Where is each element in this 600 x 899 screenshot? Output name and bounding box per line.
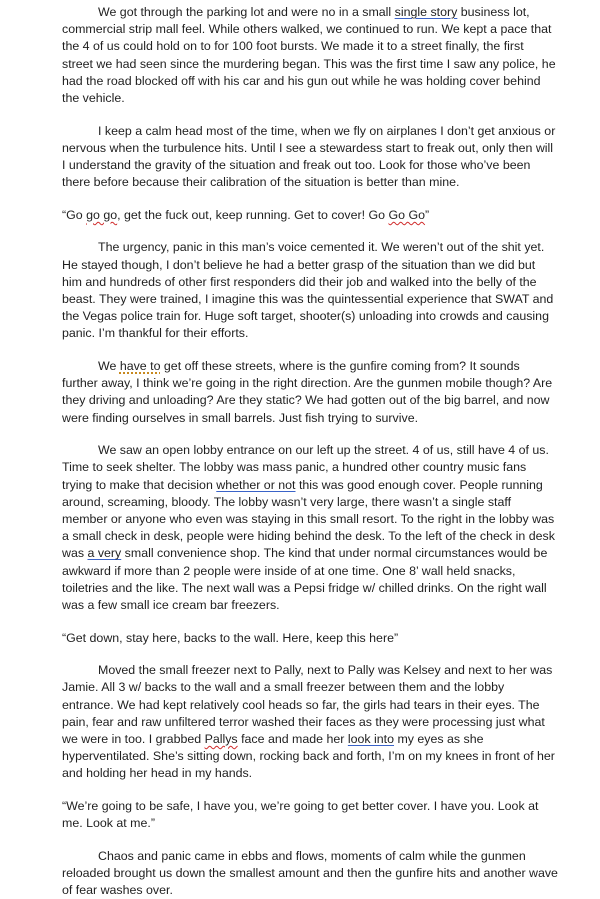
grammar-underline: whether or not xyxy=(216,477,296,492)
text-run: ” xyxy=(425,207,430,222)
text-run: small convenience shop. The kind that under normal circumstances would be awkward if more than 2 people were inside of at one time. One 8’ wall held snacks, toiletries and the like. The next wall was a Pepsi fridge w/ chilled drinks. On the right wall was a few small ice cream bar freezers. xyxy=(62,546,548,613)
text-run: this was good enough cover. People running around, screaming, bloody. The lobby wasn’t very large, there wasn’t a single staff member or anyone who even was staying in this small resort. To the right in the lobby was a small check in desk, people were hiding behind the desk. To the left of the check in desk was xyxy=(62,477,555,561)
spelling-underline: Go Go xyxy=(388,207,426,222)
text-run: get off these streets, where is the gunfire coming from? It sounds further away, I think we’re going in the right direction. Are the gunmen mobile though? Are they driving and unloading? Are they static? We had gotten out of the big barrel, and now were finding ourselves in small barrels. Just fish trying to survive. xyxy=(62,359,553,425)
spelling-underline: go go xyxy=(86,207,118,222)
text-run: face and made her xyxy=(237,732,348,747)
dialogue-paragraph xyxy=(62,798,558,832)
suggestion-underline: have to xyxy=(119,359,161,374)
text-run: “Get down, stay here, backs to the wall. Here, keep this here” xyxy=(62,630,399,645)
text-run: We xyxy=(98,359,120,374)
grammar-underline: look into xyxy=(347,732,395,747)
text-run: Moved the small freezer next to Pally, next to Pally was Kelsey and next to her was Jamie. All 3 w/ backs to the wall and a small freezer between them and the lobby entrance. We had kept relatively cool heads so far, the girls had tears in their eyes. The pain, fear and raw unfiltered terror washed their faces as they were processing just what we were in too. I grabbed xyxy=(62,663,553,747)
grammar-underline: single story xyxy=(394,5,458,19)
text-run: The urgency, panic in this man’s voice cemented it. We weren’t out of the shit yet. He stayed though, I don’t believe he had a better grasp of the situation than we did but him and hundreds of other first responders did their job and walked into the belly of the beast. They were trained, I imagine this was the quintessential experience that SWAT and the Vegas police train for. Huge soft target, shooter(s) unloading into crowds and causing panic. I’m thankful for their efforts. xyxy=(62,240,554,341)
body-paragraph xyxy=(62,4,558,107)
spelling-underline: Pallys xyxy=(204,732,238,747)
dialogue-paragraph xyxy=(62,630,558,647)
body-paragraph xyxy=(62,662,558,782)
grammar-underline: a very xyxy=(87,546,122,561)
dialogue-paragraph xyxy=(62,207,558,224)
text-run: my eyes as she hyperventilated. She’s sitting down, rocking back and forth, I’m on my knees in front of her and holding her head in my hands. xyxy=(62,732,555,781)
body-paragraph xyxy=(62,848,558,899)
body-paragraph xyxy=(62,358,558,427)
body-paragraph xyxy=(62,442,558,614)
text-run: We got through the parking lot and were no in a small xyxy=(98,5,395,19)
text-run: We saw an open lobby entrance on our left up the street. 4 of us, still have 4 of us. Time to seek shelter. The lobby was mass panic, a hundred other country music fans trying to make that decision xyxy=(62,443,549,492)
text-run: “Go xyxy=(62,207,87,222)
body-paragraph xyxy=(62,239,558,342)
body-paragraph xyxy=(62,123,558,192)
text-run: “We’re going to be safe, I have you, we’re going to get better cover. I have you. Look at me. Look at me.” xyxy=(62,799,539,831)
text-run: I keep a calm head most of the time, when we fly on airplanes I don’t get anxious or nervous when the turbulence hits. Until I see a stewardess start to freak out, only then will I understand the gravity of the situation and freak out too. Look for those who’ve been there before because their calibration of the situation is better than mine. xyxy=(62,123,556,190)
text-run: , get the fuck out, keep running. Get to cover! Go xyxy=(117,207,389,222)
text-run: Chaos and panic came in ebbs and flows, moments of calm while the gunmen reloaded brought us down the smallest amount and then the gunfire hits and another wave of fear washes over. xyxy=(62,848,558,898)
text-run: business lot, commercial strip mall feel. While others walked, we continued to run. We kept a pace that the 4 of us could hold on to for 100 foot bursts. We made it to a street finally, the first street we had seen since the murdering began. This was the first time I saw any police, he had the road blocked off with his car and his gun out while he was holding cover behind the vehicle. xyxy=(62,5,556,106)
